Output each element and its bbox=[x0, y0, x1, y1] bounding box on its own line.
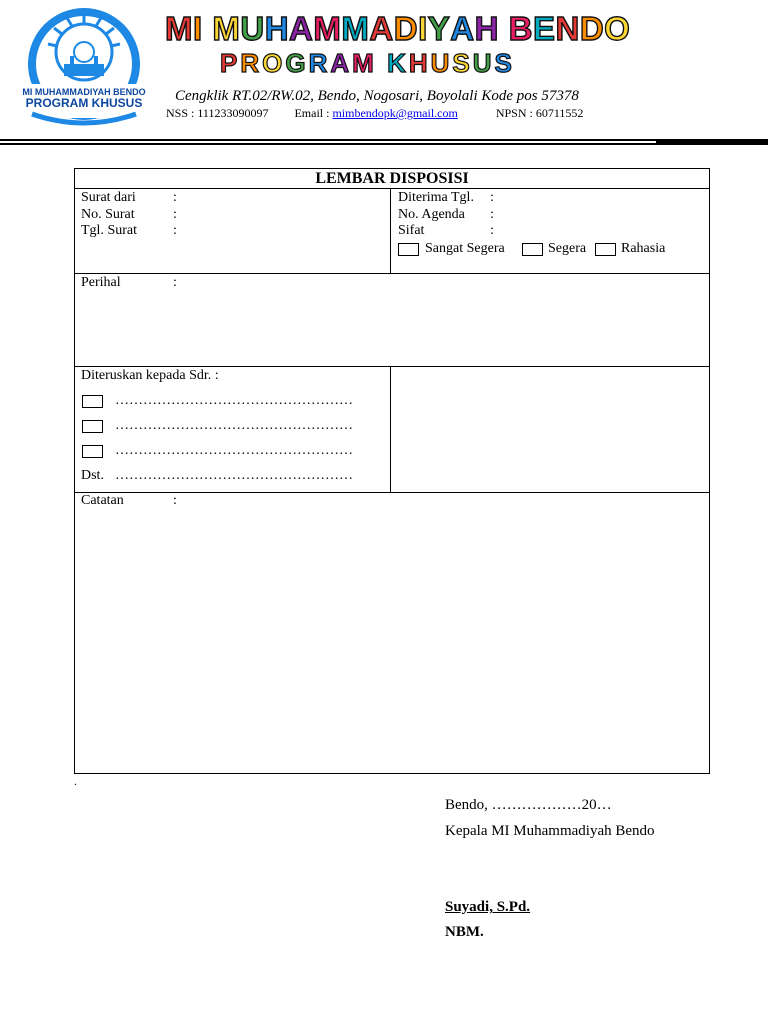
school-logo bbox=[22, 6, 146, 128]
school-address: Cengklik RT.02/RW.02, Bendo, Nogosari, Boyolali Kode pos 57378 bbox=[175, 88, 579, 104]
header-divider bbox=[0, 139, 768, 141]
checkbox-segera[interactable] bbox=[522, 243, 543, 256]
program-name: PROGRAM KHUSUS bbox=[220, 48, 515, 78]
diteruskan-split bbox=[390, 366, 391, 493]
colon: : bbox=[173, 493, 177, 508]
label-sangat-segera: Sangat Segera bbox=[425, 241, 505, 256]
logo-text-bottom: PROGRAM KHUSUS bbox=[25, 96, 143, 110]
label-no-surat: No. Surat bbox=[81, 207, 135, 222]
colon: : bbox=[490, 223, 494, 238]
period-mark: . bbox=[74, 774, 77, 788]
header-divider-thick bbox=[0, 143, 768, 145]
divider-diteruskan bbox=[74, 366, 710, 367]
place-date: Bendo, ………………20… bbox=[445, 797, 612, 813]
header-divider-accent bbox=[656, 141, 768, 144]
label-diterima-tgl: Diterima Tgl. bbox=[398, 190, 474, 205]
colon: : bbox=[173, 207, 177, 222]
label-diteruskan: Diteruskan kepada Sdr. : bbox=[81, 368, 219, 383]
label-no-agenda: No. Agenda bbox=[398, 207, 465, 222]
label-segera: Segera bbox=[548, 241, 587, 256]
label-perihal: Perihal bbox=[81, 275, 121, 290]
label-surat-dari: Surat dari bbox=[81, 190, 136, 205]
npsn-text: NPSN : 60711552 bbox=[495, 106, 584, 120]
checkbox-sangat-segera[interactable] bbox=[398, 243, 419, 256]
recipient-line-3: …………………………………………… bbox=[115, 443, 353, 458]
checkbox-rahasia[interactable] bbox=[595, 243, 616, 256]
colon: : bbox=[490, 207, 494, 222]
recipient-line-1: …………………………………………… bbox=[115, 393, 353, 408]
recipient-line-2: …………………………………………… bbox=[115, 418, 353, 433]
checkbox-recipient-2[interactable] bbox=[82, 420, 103, 433]
colon: : bbox=[490, 190, 494, 205]
label-catatan: Catatan bbox=[81, 493, 124, 508]
label-rahasia: Rahasia bbox=[621, 241, 666, 256]
colon: : bbox=[173, 275, 177, 290]
nss-text: NSS : 111233090097 bbox=[166, 106, 269, 120]
email-link[interactable]: mimbendopk@gmail.com bbox=[332, 106, 458, 120]
email-label: Email : bbox=[294, 106, 333, 120]
form-title: LEMBAR DISPOSISI bbox=[315, 170, 469, 187]
title-divider bbox=[74, 188, 710, 189]
contact-line bbox=[166, 106, 583, 121]
checkbox-recipient-1[interactable] bbox=[82, 395, 103, 408]
label-dst: Dst. bbox=[81, 468, 104, 483]
signer-nbm: NBM. bbox=[445, 924, 484, 940]
checkbox-recipient-3[interactable] bbox=[82, 445, 103, 458]
school-name: MI MUHAMMADIYAH BENDO bbox=[165, 10, 631, 47]
divider-perihal bbox=[74, 273, 710, 274]
colon: : bbox=[173, 223, 177, 238]
logo-text-top: MI MUHAMMADIYAH BENDO bbox=[22, 87, 146, 97]
divider-catatan bbox=[74, 492, 710, 493]
recipient-line-dst: …………………………………………… bbox=[115, 468, 353, 483]
info-split bbox=[390, 188, 391, 274]
colon: : bbox=[173, 190, 177, 205]
label-tgl-surat: Tgl. Surat bbox=[81, 223, 137, 238]
signer-position: Kepala MI Muhammadiyah Bendo bbox=[445, 823, 655, 839]
label-sifat: Sifat bbox=[398, 223, 425, 238]
signer-name: Suyadi, S.Pd. bbox=[445, 899, 531, 915]
